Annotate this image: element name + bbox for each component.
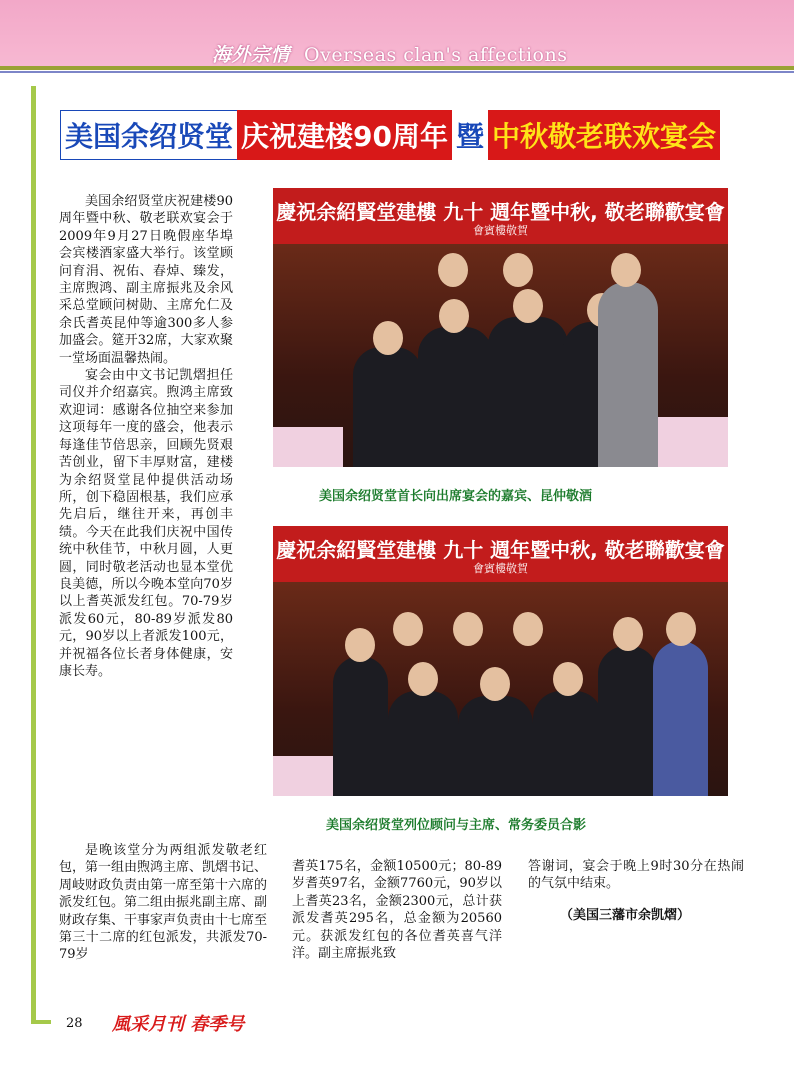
photo-caption-1: 美国余绍贤堂首长向出席宴会的嘉宾、昆仲敬酒 [319, 489, 593, 504]
event-photo-toast [273, 188, 728, 467]
section-title-en: Overseas clan's affections [304, 44, 568, 66]
article-column-2 [292, 858, 502, 962]
photo-banner-text: 慶祝余紹賢堂建樓 九十 週年暨中秋, 敬老聯歡宴會 [276, 200, 725, 224]
photo-scene [273, 244, 728, 467]
article-paragraph-2: 宴会由中文书记凯熠担任司仪并介绍嘉宾。煦鸿主席致欢迎词：感谢各位抽空来参加这项每年一度的盛会，他表示每逢佳节倍思亲，回顾先贤艰苦创业，留下丰厚财富，建楼为余绍贤堂昆仲提供活动场所，创下稳固根基，我们应承先启后，继往开来，再创丰绩。今天在此我们庆祝中国传统中秋佳节，中秋月圆，人更圆，同时敬老活动也显本堂优良美德，所以今晚本堂向70岁以上耆英派发红包。70-79岁派发60元，80-89岁派发80元，90岁以上者派发100元，并祝福各位长者身体健康，安康长寿。 [59, 368, 233, 679]
headline-part-4: 中秋敬老联欢宴会 [488, 110, 720, 160]
article-column-1-bottom [59, 842, 267, 964]
headline-part-2: 庆祝建楼90周年 [237, 110, 452, 160]
header-rule [0, 66, 794, 70]
article-column-1 [59, 193, 233, 680]
headline-part-1: 美国余绍贤堂 [60, 110, 237, 160]
magazine-name: 風采月刊 春季号 [112, 1014, 245, 1035]
article-paragraph-3-part-2: 耆英175名，金额10500元；80-89岁耆英97名，金额7760元，90岁以上耆英23名，金额2300元，总计获派发耆英295名，总金额为20560元。获派发红包的各位耆英喜气洋洋。副主席振兆致 [292, 859, 502, 962]
photo-banner [273, 188, 728, 244]
article-paragraph-3-part-3: 答谢词，宴会于晚上9时30分在热闹的气氛中结束。 [528, 859, 744, 892]
photo-banner [273, 526, 728, 582]
bottom-margin-bar [31, 1020, 51, 1024]
photo-banner-text: 慶祝余紹賢堂建樓 九十 週年暨中秋, 敬老聯歡宴會 [276, 538, 725, 562]
photo-banner-subtext: 會賓樓敬賀 [473, 224, 528, 237]
article-column-3 [528, 858, 744, 893]
photo-caption-2: 美国余绍贤堂列位顾问与主席、常务委员合影 [326, 818, 587, 833]
section-title [212, 40, 567, 67]
photo-banner-subtext: 會賓樓敬賀 [473, 562, 528, 575]
event-photo-group [273, 526, 728, 796]
headline-part-3: 暨 [452, 110, 488, 160]
author-signature: （美国三藩市余凯熠） [560, 908, 691, 923]
left-margin-bar [31, 86, 36, 1024]
page-number: 28 [66, 1016, 83, 1031]
photo-scene [273, 582, 728, 796]
article-paragraph-1: 美国余绍贤堂庆祝建楼90周年暨中秋、敬老联欢宴会于2009年9月27日晚假座华埠会宾楼酒家盛大举行。该堂顾问育涓、祝佑、春焯、臻发，主席煦鸿、副主席振兆及余风采总堂顾问树勋、主席允仁及余氏耆英昆仲等逾300多人参加盛会。筵开32席，大家欢聚一堂场面温馨热闹。 [59, 194, 233, 366]
header-rule-secondary [0, 71, 794, 73]
article-headline [60, 110, 720, 160]
article-paragraph-3-part-1: 是晚该堂分为两组派发敬老红包，第一组由煦鸿主席、凯熠书记、周岐财政负责由第一席至第十六席的派发红包。第二组由振兆副主席、副财政存集、干事家声负责由十七席至第三十二席的红包派发，共派发70-79岁 [59, 843, 268, 963]
section-title-zh: 海外宗情 [212, 44, 291, 66]
